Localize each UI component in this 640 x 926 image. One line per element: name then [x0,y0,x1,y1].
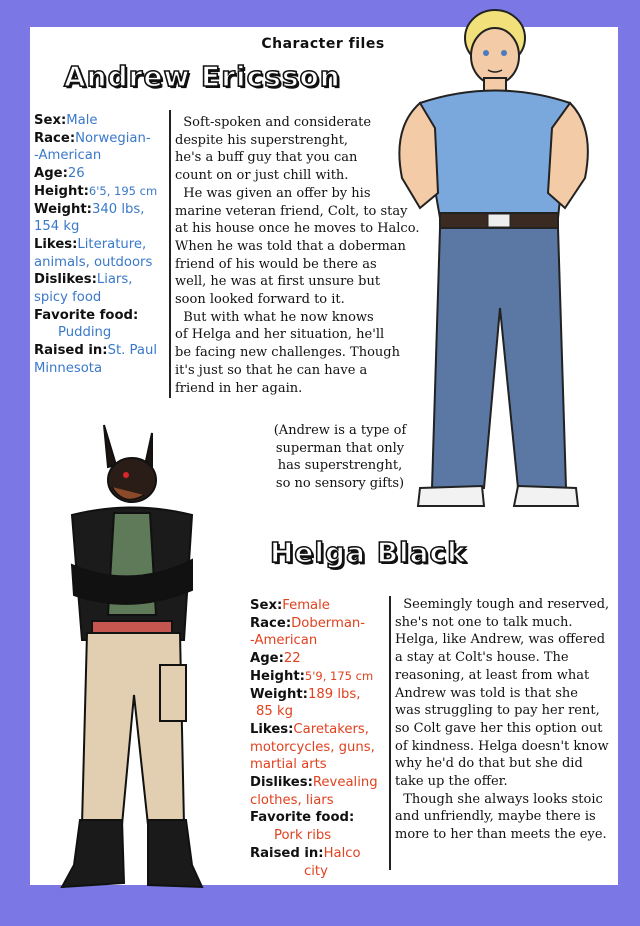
andrew-desc-line: marine veteran friend, Colt, to stay [175,203,408,219]
andrew-height: 6'5, 195 cm [88,183,158,198]
helga-raised-cont: city [304,863,328,879]
helga-desc-line: of kindness. Helga doesn't know [395,738,609,754]
helga-weight: 189 lbs, [307,686,361,702]
helga-age-label: Age: [250,651,284,667]
helga-desc-line: why he'd do that but she did [395,756,583,772]
andrew-weight-cont: 154 kg [34,219,80,235]
andrew-desc-line: He was given an offer by his [175,185,371,201]
helga-sex: Female [282,598,330,613]
helga-weight-label: Weight: [250,686,308,702]
helga-divider [389,596,391,870]
andrew-desc-line: well, he was at first unsure but [175,274,381,290]
helga-weight-cont: 85 kg [256,704,293,720]
helga-raised-label: Raised in: [250,845,324,861]
andrew-note-line: has superstrenght, [277,458,403,474]
helga-desc-line: Andrew was told is that she [395,685,578,701]
andrew-desc-line: soon looked forward to it. [175,292,345,308]
andrew-desc-line: But with what he now knows [175,309,374,325]
andrew-raised: St. Paul [107,343,157,359]
helga-desc-line: a stay at Colt's house. The [395,650,569,666]
andrew-raised-cont: Minnesota [34,360,103,376]
andrew-desc-line: it's just so that he can have a [175,362,368,378]
helga-raised: Halco [323,845,361,861]
andrew-dislikes: Liars, [96,272,133,288]
andrew-desc-line: be facing new challenges. Though [175,345,400,361]
andrew-age-label: Age: [34,166,68,182]
helga-desc-line: Though she always looks stoic [395,791,603,807]
helga-food: Pork ribs [274,828,332,844]
helga-race: Doberman- [291,615,366,631]
andrew-race-cont: -American [34,148,102,164]
andrew-raised-label: Raised in: [34,343,108,359]
andrew-desc-line: at his house once he moves to Halco. [175,221,420,237]
helga-height: 5'9, 175 cm [304,668,374,683]
helga-race-label: Race: [250,615,292,631]
helga-dislikes-cont: clothes, liars [250,792,334,808]
helga-illustration [52,415,212,895]
helga-likes-label: Likes: [250,721,294,737]
andrew-desc-line: despite his superstrenght, [175,132,349,148]
andrew-desc-line: Soft-spoken and considerate [175,115,372,130]
andrew-sex-label: Sex: [34,113,67,128]
andrew-description [175,114,440,397]
andrew-note-line: superman that only [275,440,405,456]
helga-age: 22 [283,651,301,667]
andrew-note [260,422,420,493]
helga-sex-label: Sex: [250,598,283,613]
helga-desc-line: Helga, like Andrew, was offered [395,632,606,648]
helga-likes-cont: motorcycles, guns, [250,739,375,755]
helga-likes-cont2: martial arts [250,757,327,773]
andrew-stats [34,112,168,378]
helga-food-label: Favorite food: [250,810,355,826]
andrew-desc-line: friend of his would be there as [175,256,377,272]
andrew-weight: 340 lbs, [91,201,145,217]
andrew-desc-line: friend in her again. [175,380,303,396]
andrew-height-label: Height: [34,183,89,199]
helga-desc-line: more to her than meets the eye. [395,827,607,843]
helga-dislikes: Revealing [312,775,378,791]
andrew-desc-line: he's a buff guy that you can [175,150,358,166]
andrew-name-title: Andrew Ericsson [64,60,341,93]
andrew-desc-line: of Helga and her situation, he'll [175,327,385,343]
helga-dislikes-label: Dislikes: [250,775,313,791]
helga-desc-line: reasoning, at least from what [395,667,590,683]
andrew-weight-label: Weight: [34,201,92,217]
helga-desc-line: so Colt gave her this option out [395,720,603,736]
andrew-race: Norwegian- [75,130,151,146]
andrew-divider [169,110,171,398]
andrew-dislikes-cont: spicy food [34,290,102,306]
andrew-desc-line: When he was told that a doberman [175,238,406,254]
andrew-likes-cont: animals, outdoors [34,254,153,270]
andrew-dislikes-label: Dislikes: [34,272,97,288]
helga-height-label: Height: [250,668,305,684]
andrew-sex: Male [66,113,98,128]
andrew-desc-line: count on or just chill with. [175,168,349,184]
helga-desc-line: she's not one to talk much. [395,614,573,630]
andrew-note-line: so no sensory gifts) [275,476,405,492]
helga-stats [250,597,388,880]
helga-desc-line: was struggling to pay her rent, [395,703,600,719]
andrew-age: 26 [67,166,85,182]
andrew-race-label: Race: [34,130,76,146]
andrew-likes-label: Likes: [34,236,78,252]
helga-desc-line: and unfriendly, maybe there is [395,809,596,825]
andrew-food-label: Favorite food: [34,307,139,323]
andrew-food: Pudding [58,325,112,341]
andrew-note-line: (Andrew is a type of [273,423,407,438]
helga-desc-line: Seemingly tough and reserved, [395,597,610,612]
helga-description [395,596,620,844]
andrew-likes: Literature, [77,236,147,252]
helga-desc-line: take up the offer. [395,774,508,790]
page-header: Character files [261,36,385,52]
helga-name-title: Helga Black [270,536,467,569]
helga-race-cont: -American [250,633,318,649]
helga-likes: Caretakers, [293,721,369,737]
